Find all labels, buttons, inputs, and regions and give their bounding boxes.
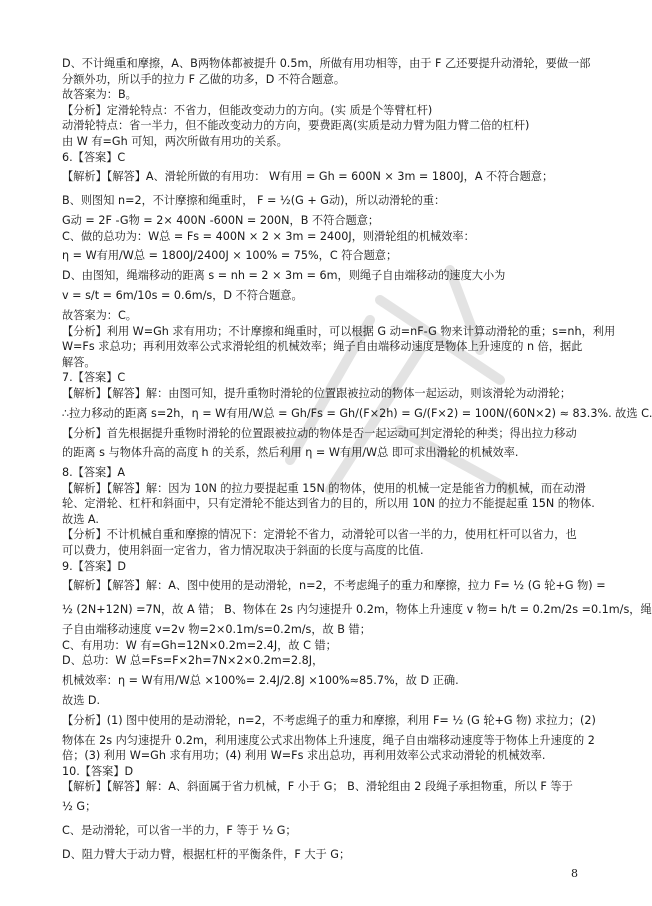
text-line: D、阻力臂大于动力臂，根据杠杆的平衡条件，F 大于 G；: [62, 848, 351, 861]
text-line: 【解析】【解答】解：因为 10N 的拉力要提起重 15N 的物体，使用的机械一定是能省力的机械，而在动滑: [62, 481, 586, 495]
text-line: 故选 D.: [62, 694, 101, 708]
text-line: ∴拉力移动的距离 s=2h，η = W有用/W总 = Gh/Fs = Gh/(F×2h) = G/(F×2) = 100N/(60N×2) ≈ 83.3%. 故选 C.: [62, 406, 652, 420]
text-line: C、是动滑轮，可以省一半的力，F 等于 ½ G；: [62, 824, 297, 837]
text-line: ½ (2N+12N) =7N，故 A 错； B、物体在 2s 内匀速提升 0.2m，物体上升速度 v 物= h/t = 0.2m/2s =0.1m/s，绳: [62, 603, 652, 617]
text-line: 【解析】【解答】A、滑轮所做的有用功： W有用 = Gh = 600N × 3m = 1800J，A 不符合题意；: [62, 170, 554, 184]
text-line: 【分析】不计机械自重和摩擦的情况下：定滑轮不省力，动滑轮可以省一半的力，使用杠杆可以省力，也: [62, 528, 577, 542]
text-line: 分额外功，所以手的拉力 F 乙做的功多，D 不符合题意。: [62, 72, 346, 86]
text-line: 故答案为：C。: [62, 308, 137, 322]
text-line: 可以费力，使用斜面一定省力，省力情况取决于斜面的长度与高度的比值.: [62, 544, 424, 558]
text-line: 解答。: [62, 355, 96, 369]
text-line: 故选 A.: [62, 512, 99, 526]
text-line: 动滑轮特点：省一半力，但不能改变动力的方向，要费距离(实质是动力臂为阻力臂二倍的杠杆): [62, 119, 530, 133]
text-line: ½ G；: [62, 800, 97, 813]
text-line: D、不计绳重和摩擦，A、B两物体都被提升 0.5m，所做有用功相等，由于 F 乙还要提升动滑轮，要做一部: [62, 57, 591, 70]
document-body: [62, 56, 652, 867]
text-line: W=Fs 求总功；再利用效率公式求滑轮组的机械效率；绳子自由端移动速度是物体上升速度的 n 倍，据此: [62, 340, 583, 354]
text-line: η = W有用/W总 = 1800J/2400J × 100% = 75%，C 符合题意；: [62, 249, 398, 263]
text-line: 7.【答案】C: [62, 371, 126, 385]
text-line: v = s/t = 6m/10s = 0.6m/s，D 不符合题意。: [62, 288, 303, 302]
text-line: G动 = 2F -G物 = 2× 400N -600N = 200N，B 不符合题意；: [62, 214, 380, 228]
text-line: 的距离 s 与物体升高的高度 h 的关系，然后利用 η = W有用/W总 即可求出滑轮的机械效率.: [62, 446, 519, 460]
text-line: B、则图知 n=2，不计摩擦和绳重时， F = ½(G + G动)，所以动滑轮的重：: [62, 194, 446, 208]
text-line: 【分析】定滑轮特点：不省力，但能改变动力的方向。(实 质是个等臂杠杆): [62, 103, 433, 117]
text-line: 【分析】(1) 图中使用的是动滑轮，n=2，不考虑绳子的重力和摩擦，利用 F= ½ (G 轮+G 物) 求拉力；(2): [62, 713, 596, 727]
page-number: 8: [571, 867, 578, 880]
text-line: C、做的总功为：W总 = Fs = 400N × 2 × 3m = 2400J，则滑轮组的机械效率：: [62, 229, 475, 243]
text-line: 8.【答案】A: [62, 466, 126, 480]
text-line: 【分析】首先根据提升重物时滑轮的位置跟被拉动的物体是否一起运动可判定滑轮的种类；得出拉力移动: [62, 426, 577, 440]
text-line: D、由图知，绳端移动的距离 s = nh = 2 × 3m = 6m，则绳子自由端移动的速度大小为: [62, 269, 506, 283]
text-line: 子自由端移动速度 v=2v 物=2×0.1m/s=0.2m/s，故 B 错；: [62, 623, 371, 637]
text-line: 故答案为：B。: [62, 88, 137, 102]
text-line: 由 W 有=Gh 可知，两次所做有用功的关系。: [62, 134, 288, 148]
text-line: D、总功：W 总=Fs=F×2h=7N×2×0.2m=2.8J，: [62, 654, 324, 668]
text-line: C、有用功：W 有=Gh=12N×0.2m=2.4J，故 C 错；: [62, 638, 337, 652]
text-line: 倍；(3) 利用 W=Gh 求有用功；(4) 利用 W=Fs 求出总功，再利用效率公式求动滑轮的机械效率.: [62, 749, 546, 763]
text-line: 轮、定滑轮、杠杆和斜面中，只有定滑轮不能达到省力的目的，所以用 10N 的拉力不能提起重 15N 的物体.: [62, 497, 595, 511]
text-line: 机械效率：η = W有用/W总 ×100%= 2.4J/2.8J ×100%≈85.7%，故 D 正确.: [62, 674, 459, 688]
text-line: 物体在 2s 内匀速提升 0.2m，利用速度公式求出物体上升速度，绳子自由端移动速度等于物体上升速度的 2: [62, 733, 595, 747]
text-line: 【解析】【解答】解：A、图中使用的是动滑轮，n=2，不考虑绳子的重力和摩擦，拉力 F= ½ (G 轮+G 物) =: [62, 579, 606, 593]
text-line: 【分析】利用 W=Gh 求有用功；不计摩擦和绳重时，可以根据 G 动=nF-G 物来计算动滑轮的重；s=nh，利用: [62, 324, 616, 338]
text-line: 10.【答案】D: [62, 764, 134, 778]
text-line: 9.【答案】D: [62, 559, 127, 573]
text-line: 【解析】【解答】解：由图可知，提升重物时滑轮的位置跟被拉动的物体一起运动，则该滑轮为动滑轮；: [62, 386, 572, 400]
text-line: 【解析】【解答】解：A、斜面属于省力机械，F 小于 G； B、滑轮组由 2 段绳子承担物重，所以 F 等于: [62, 780, 573, 794]
text-line: 6.【答案】C: [62, 150, 126, 164]
